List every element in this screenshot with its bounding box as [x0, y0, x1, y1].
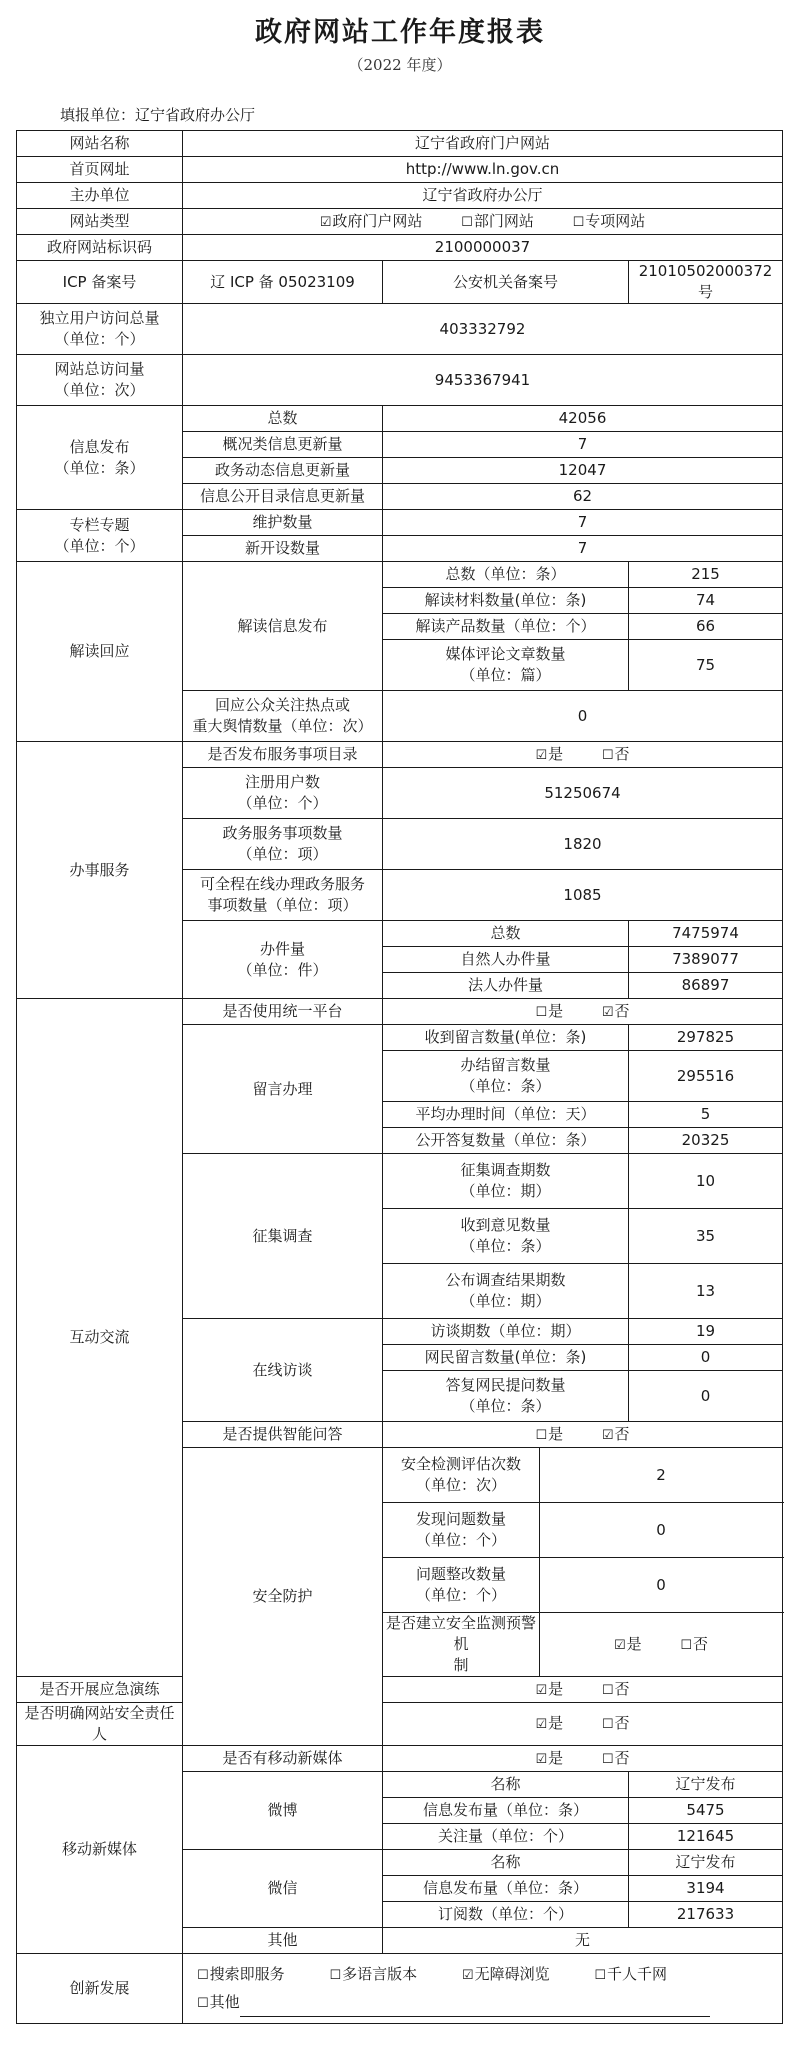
- unchecked-box-icon[interactable]: ☐: [535, 1427, 548, 1443]
- column-section-label: 专栏专题 （单位：个）: [17, 510, 183, 562]
- security-issues-label: 发现问题数量 （单位：个）: [383, 1503, 540, 1558]
- yes-text: 是: [548, 1001, 564, 1020]
- uv-label: 独立用户访问总量 （单位：个）: [17, 304, 183, 355]
- interp-total-value: 215: [629, 562, 783, 588]
- interview-reply-label: 答复网民提问数量 （单位：条）: [383, 1371, 629, 1422]
- yes-text: 是: [548, 744, 564, 763]
- smart-qa-choice: [383, 1422, 783, 1448]
- interact-platform-label: 是否使用统一平台: [183, 999, 383, 1025]
- interp-section-label: 解读回应: [17, 562, 183, 742]
- weibo-label: 微博: [183, 1772, 383, 1850]
- info-catalog-value: 62: [383, 484, 783, 510]
- checked-box-icon[interactable]: ☑: [535, 1717, 548, 1732]
- security-issues-value: 0: [540, 1503, 783, 1558]
- weibo-name-label: 名称: [383, 1772, 629, 1798]
- column-maintain-value: 7: [383, 510, 783, 536]
- site-type-options: [183, 209, 783, 235]
- yes-text: 是: [548, 1748, 564, 1767]
- filler-unit: 填报单位：辽宁省政府办公厅: [60, 106, 256, 124]
- row-unique-visitors: [17, 304, 783, 355]
- interview-periods-value: 19: [629, 1319, 783, 1345]
- interview-periods-label: 访谈期数（单位：期）: [383, 1319, 629, 1345]
- type-option-dept: 部门网站: [473, 211, 534, 230]
- security-owner-choice: [383, 1703, 783, 1746]
- option-text: 千人千网: [607, 1964, 668, 1983]
- cases-person-label: 自然人办件量: [383, 947, 629, 973]
- msg-received-label: 收到留言数量(单位：条): [383, 1025, 629, 1051]
- column-maintain-label: 维护数量: [183, 510, 383, 536]
- cases-person-value: 7389077: [629, 947, 783, 973]
- weibo-followers-value: 121645: [629, 1824, 783, 1850]
- weibo-name-value: 辽宁发布: [629, 1772, 783, 1798]
- unchecked-box-icon[interactable]: ☐: [461, 214, 473, 230]
- row-home-url: [17, 157, 783, 183]
- security-monitor-choice: [540, 1613, 783, 1677]
- innovation-options: [183, 1954, 783, 2024]
- interview-msgs-value: 0: [629, 1345, 783, 1371]
- service-online-value: 1085: [383, 870, 783, 921]
- wechat-posts-value: 3194: [629, 1876, 783, 1902]
- type-option-special: 专项网站: [585, 211, 646, 230]
- police-label: 公安机关备案号: [383, 261, 629, 304]
- info-news-label: 政务动态信息更新量: [183, 458, 383, 484]
- unchecked-box-icon[interactable]: ☐: [594, 1967, 607, 1983]
- mobile-has-label: 是否有移动新媒体: [183, 1746, 383, 1772]
- service-catalog-choice: [383, 742, 783, 768]
- innovation-option-personal: [594, 1961, 667, 1989]
- interp-product-value: 66: [629, 614, 783, 640]
- innovation-option-other: [197, 1993, 710, 2011]
- weibo-posts-value: 5475: [629, 1798, 783, 1824]
- site-name-label: 网站名称: [17, 131, 183, 157]
- info-catalog-label: 信息公开目录信息更新量: [183, 484, 383, 510]
- cases-legal-label: 法人办件量: [383, 973, 629, 999]
- row-security-drill: [17, 1677, 783, 1703]
- smart-qa-label: 是否提供智能问答: [183, 1422, 383, 1448]
- weibo-posts-label: 信息发布量（单位：条）: [383, 1798, 629, 1824]
- security-monitor-label: 是否建立安全监测预警机 制: [383, 1613, 540, 1677]
- survey-opinions-value: 35: [629, 1209, 783, 1264]
- msg-done-value: 295516: [629, 1051, 783, 1102]
- unchecked-box-icon[interactable]: ☐: [680, 1637, 693, 1653]
- mobile-section-label: 移动新媒体: [17, 1746, 183, 1954]
- interp-publish-label: 解读信息发布: [183, 562, 383, 691]
- mobile-other-label: 其他: [183, 1928, 383, 1954]
- security-fixed-value: 0: [540, 1558, 783, 1613]
- info-total-value: 42056: [383, 406, 783, 432]
- info-overview-value: 7: [383, 432, 783, 458]
- info-total-label: 总数: [183, 406, 383, 432]
- security-eval-value: 2: [540, 1448, 783, 1503]
- msg-avg-value: 5: [629, 1102, 783, 1128]
- yes-text: 是: [548, 1714, 564, 1732]
- wechat-subs-value: 217633: [629, 1902, 783, 1928]
- site-name-value: 辽宁省政府门户网站: [183, 131, 783, 157]
- security-section-label: 安全防护: [183, 1448, 383, 1746]
- row-icp: [17, 261, 783, 304]
- msg-avg-label: 平均办理时间（单位：天）: [383, 1102, 629, 1128]
- checked-box-icon[interactable]: ☑: [535, 1751, 548, 1767]
- service-online-label: 可全程在线办理政务服务 事项数量（单位：项）: [183, 870, 383, 921]
- option-text: 其他: [209, 1992, 240, 2011]
- interp-total-label: 总数（单位：条）: [383, 562, 629, 588]
- interp-material-value: 74: [629, 588, 783, 614]
- mobile-has-choice: [383, 1746, 783, 1772]
- no-text: 否: [693, 1634, 709, 1653]
- security-drill-choice: [383, 1677, 783, 1703]
- innovation-option-search: [197, 1961, 285, 1989]
- no-text: 否: [614, 744, 630, 763]
- msg-public-label: 公开答复数量（单位：条）: [383, 1128, 629, 1154]
- unchecked-box-icon[interactable]: ☐: [197, 1995, 209, 2011]
- unchecked-box-icon[interactable]: ☐: [601, 1751, 614, 1767]
- no-text: 否: [614, 1714, 630, 1732]
- report-year: （2022 年度）: [348, 56, 452, 74]
- option-text: 搜索即服务: [209, 1964, 285, 1983]
- row-service-catalog: [17, 742, 783, 768]
- police-value: 21010502000372 号: [629, 261, 783, 304]
- interact-section-label: 互动交流: [17, 999, 183, 1677]
- row-column-maintain: [17, 510, 783, 536]
- report-table: [16, 130, 783, 2024]
- row-site-name: [17, 131, 783, 157]
- unchecked-box-icon[interactable]: ☐: [197, 1967, 209, 1983]
- checked-box-icon[interactable]: ☑: [319, 214, 332, 230]
- unchecked-box-icon[interactable]: ☐: [572, 214, 585, 230]
- row-host: [17, 183, 783, 209]
- yes-text: 是: [626, 1634, 642, 1653]
- security-owner-label: 是否明确网站安全责任人: [17, 1703, 183, 1746]
- wechat-name-value: 辽宁发布: [629, 1850, 783, 1876]
- wechat-name-label: 名称: [383, 1850, 629, 1876]
- interp-media-label: 媒体评论文章数量 （单位：篇）: [383, 640, 629, 691]
- no-text: 否: [614, 1424, 630, 1443]
- checked-box-icon[interactable]: ☑: [535, 1682, 548, 1698]
- msg-received-value: 297825: [629, 1025, 783, 1051]
- site-code-value: 2100000037: [183, 235, 783, 261]
- unchecked-box-icon[interactable]: ☐: [329, 1967, 342, 1983]
- no-text: 否: [614, 1748, 630, 1767]
- unchecked-box-icon[interactable]: ☐: [535, 1004, 548, 1020]
- column-new-label: 新开设数量: [183, 536, 383, 562]
- yes-text: 是: [548, 1679, 564, 1698]
- icp-label: ICP 备案号: [17, 261, 183, 304]
- row-info-total: [17, 406, 783, 432]
- service-users-label: 注册用户数 （单位：个）: [183, 768, 383, 819]
- unchecked-box-icon[interactable]: ☐: [601, 1717, 614, 1732]
- security-eval-label: 安全检测评估次数 （单位：次）: [383, 1448, 540, 1503]
- interview-msgs-label: 网民留言数量(单位：条): [383, 1345, 629, 1371]
- uv-value: 403332792: [183, 304, 783, 355]
- checked-box-icon[interactable]: ☑: [601, 1427, 614, 1443]
- home-url-value: http://www.ln.gov.cn: [183, 157, 783, 183]
- column-new-value: 7: [383, 536, 783, 562]
- site-code-label: 政府网站标识码: [17, 235, 183, 261]
- security-drill-label: 是否开展应急演练: [17, 1677, 183, 1703]
- security-fixed-label: 问题整改数量 （单位：个）: [383, 1558, 540, 1613]
- mobile-other-value: 无: [383, 1928, 783, 1954]
- survey-results-value: 13: [629, 1264, 783, 1319]
- survey-results-label: 公布调查结果期数 （单位：期）: [383, 1264, 629, 1319]
- checked-box-icon[interactable]: ☑: [461, 1967, 474, 1983]
- service-items-value: 1820: [383, 819, 783, 870]
- info-news-value: 12047: [383, 458, 783, 484]
- innovation-option-accessible: [462, 1961, 550, 1989]
- unchecked-box-icon[interactable]: ☐: [601, 1682, 614, 1698]
- row-site-code: [17, 235, 783, 261]
- unchecked-box-icon[interactable]: ☐: [601, 747, 614, 763]
- home-url-label: 首页网址: [17, 157, 183, 183]
- wechat-label: 微信: [183, 1850, 383, 1928]
- checked-box-icon[interactable]: ☑: [535, 747, 548, 763]
- info-section-label: 信息发布 （单位：条）: [17, 406, 183, 510]
- info-overview-label: 概况类信息更新量: [183, 432, 383, 458]
- service-section-label: 办事服务: [17, 742, 183, 999]
- interview-reply-value: 0: [629, 1371, 783, 1422]
- row-interact-platform: [17, 999, 783, 1025]
- survey-periods-label: 征集调查期数 （单位：期）: [383, 1154, 629, 1209]
- row-page-views: [17, 355, 783, 406]
- wechat-subs-label: 订阅数（单位：个）: [383, 1902, 629, 1928]
- yes-text: 是: [548, 1424, 564, 1443]
- no-text: 否: [614, 1679, 630, 1698]
- pv-value: 9453367941: [183, 355, 783, 406]
- row-mobile-has: [17, 1746, 783, 1772]
- other-blank-line[interactable]: [240, 2000, 710, 2017]
- msg-section-label: 留言办理: [183, 1025, 383, 1154]
- interact-platform-choice: [383, 999, 783, 1025]
- interp-media-value: 75: [629, 640, 783, 691]
- row-site-type: [17, 209, 783, 235]
- row-security-owner: [17, 1703, 783, 1746]
- checked-box-icon[interactable]: ☑: [613, 1637, 626, 1653]
- innovation-option-multilang: [329, 1961, 417, 1989]
- cases-legal-value: 86897: [629, 973, 783, 999]
- cases-total-value: 7475974: [629, 921, 783, 947]
- service-users-value: 51250674: [383, 768, 783, 819]
- interp-hot-value: 0: [383, 691, 783, 742]
- innovation-section-label: 创新发展: [17, 1954, 183, 2024]
- option-text: 无障碍浏览: [474, 1964, 550, 1983]
- msg-public-value: 20325: [629, 1128, 783, 1154]
- option-text: 多语言版本: [342, 1964, 418, 1983]
- interview-section-label: 在线访谈: [183, 1319, 383, 1422]
- msg-done-label: 办结留言数量 （单位：条）: [383, 1051, 629, 1102]
- report-title: 政府网站工作年度报表: [255, 17, 545, 48]
- icp-value: 辽 ICP 备 05023109: [183, 261, 383, 304]
- checked-box-icon[interactable]: ☑: [601, 1004, 614, 1020]
- site-type-label: 网站类型: [17, 209, 183, 235]
- survey-section-label: 征集调查: [183, 1154, 383, 1319]
- no-text: 否: [614, 1001, 630, 1020]
- service-items-label: 政务服务事项数量 （单位：项）: [183, 819, 383, 870]
- cases-total-label: 总数: [383, 921, 629, 947]
- survey-opinions-label: 收到意见数量 （单位：条）: [383, 1209, 629, 1264]
- host-value: 辽宁省政府办公厅: [183, 183, 783, 209]
- interp-product-label: 解读产品数量（单位：个）: [383, 614, 629, 640]
- pv-label: 网站总访问量 （单位：次）: [17, 355, 183, 406]
- wechat-posts-label: 信息发布量（单位：条）: [383, 1876, 629, 1902]
- service-catalog-label: 是否发布服务事项目录: [183, 742, 383, 768]
- interp-material-label: 解读材料数量(单位：条): [383, 588, 629, 614]
- weibo-followers-label: 关注量（单位：个）: [383, 1824, 629, 1850]
- type-option-portal: 政府门户网站: [332, 211, 423, 230]
- row-interp-total: [17, 562, 783, 588]
- survey-periods-value: 10: [629, 1154, 783, 1209]
- host-label: 主办单位: [17, 183, 183, 209]
- service-cases-label: 办件量 （单位：件）: [183, 921, 383, 999]
- interp-hot-label: 回应公众关注热点或 重大舆情数量（单位：次）: [183, 691, 383, 742]
- row-innovation: [17, 1954, 783, 2024]
